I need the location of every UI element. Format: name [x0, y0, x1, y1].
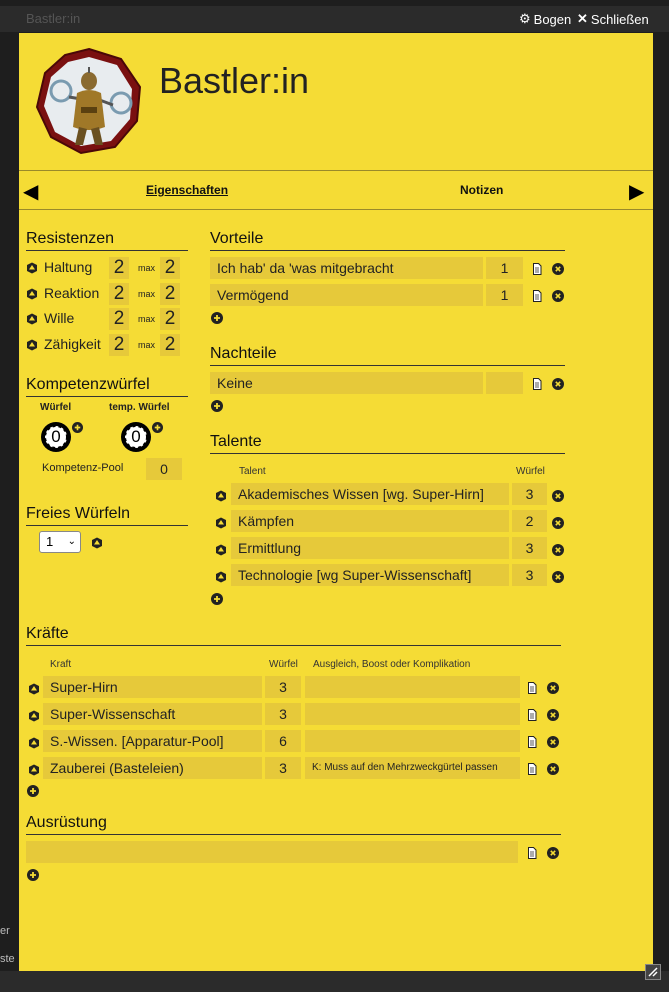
- delete-icon[interactable]: [547, 846, 559, 864]
- roll-dice-icon[interactable]: [28, 763, 40, 781]
- power-name[interactable]: Zauberei (Basteleien): [43, 757, 262, 779]
- avatar[interactable]: [35, 47, 143, 160]
- power-value[interactable]: 6: [265, 730, 301, 752]
- background-bottom-bar: [0, 971, 669, 992]
- section-title-disadvantages: Nachteile: [210, 345, 565, 366]
- add-talent-icon[interactable]: [211, 592, 223, 610]
- roll-dice-icon[interactable]: [26, 338, 38, 356]
- delete-icon[interactable]: [547, 762, 559, 780]
- sheet-button-label: Bogen: [533, 11, 572, 27]
- power-balance-note[interactable]: K: Muss auf den Mehrzweckgürtel passen: [305, 757, 520, 779]
- advantage-name[interactable]: Vermögend: [210, 284, 483, 306]
- competence-temp-counter[interactable]: [120, 421, 152, 458]
- roll-dice-icon[interactable]: [91, 536, 103, 554]
- delete-icon[interactable]: [552, 570, 564, 588]
- add-equipment-icon[interactable]: [27, 868, 39, 886]
- power-name[interactable]: S.-Wissen. [Apparatur-Pool]: [43, 730, 262, 752]
- talent-name[interactable]: Technologie [wg Super-Wissenschaft]: [231, 564, 509, 586]
- resistance-max-value[interactable]: 2: [160, 334, 180, 356]
- power-balance-col-header: Ausgleich, Boost oder Komplikation: [313, 659, 471, 670]
- dialog-ghost-title: Bastler:in: [26, 11, 81, 26]
- chevron-down-icon: ⌄: [67, 536, 76, 547]
- delete-icon[interactable]: [552, 489, 564, 507]
- resistance-label: Reaktion: [44, 284, 100, 301]
- close-button[interactable]: [577, 11, 649, 27]
- delete-icon[interactable]: [547, 681, 559, 699]
- tab-notizen[interactable]: Notizen: [460, 183, 504, 197]
- add-disadvantage-icon[interactable]: [211, 399, 223, 417]
- document-icon[interactable]: [526, 846, 538, 864]
- talent-col-header: Talent: [239, 466, 266, 477]
- prev-tab-arrow-icon[interactable]: ◀: [23, 181, 39, 203]
- roll-dice-icon[interactable]: [28, 682, 40, 700]
- section-title-powers: Kräfte: [26, 625, 561, 646]
- competence-dice-value: 0: [51, 427, 61, 446]
- power-value[interactable]: 3: [265, 676, 301, 698]
- sidebar-fragment: ste: [0, 953, 15, 965]
- resistance-value[interactable]: 2: [109, 283, 129, 305]
- resistance-max-label: max: [138, 263, 156, 273]
- talent-value[interactable]: 2: [512, 510, 547, 532]
- page-title: Bastler:in: [159, 60, 310, 101]
- document-icon[interactable]: [526, 708, 538, 726]
- competence-temp-value: 0: [131, 427, 141, 446]
- talent-value[interactable]: 3: [512, 483, 547, 505]
- sheet-header: [19, 33, 653, 170]
- resistance-label: Haltung: [44, 259, 93, 275]
- talent-value[interactable]: 3: [512, 564, 547, 586]
- sidebar-fragment: er: [0, 925, 10, 937]
- roll-dice-icon[interactable]: [26, 312, 38, 330]
- section-title-equipment: Ausrüstung: [26, 814, 561, 835]
- delete-icon[interactable]: [552, 543, 564, 561]
- section-title-resistances: Resistenzen: [26, 230, 188, 251]
- document-icon[interactable]: [526, 735, 538, 753]
- roll-dice-icon[interactable]: [28, 709, 40, 727]
- add-power-icon[interactable]: [27, 784, 39, 802]
- sheet-button[interactable]: [519, 11, 571, 27]
- delete-icon[interactable]: [552, 516, 564, 534]
- delete-icon[interactable]: [547, 708, 559, 726]
- roll-dice-icon[interactable]: [215, 570, 227, 588]
- power-balance-note[interactable]: [305, 730, 520, 752]
- delete-icon[interactable]: [552, 262, 564, 280]
- close-button-label: Schließen: [590, 11, 649, 27]
- power-dice-col-header: Würfel: [269, 659, 298, 670]
- free-roll-selected-value: 1: [46, 534, 54, 549]
- resistance-max-label: max: [138, 340, 156, 351]
- power-value[interactable]: 3: [265, 703, 301, 725]
- roll-dice-icon[interactable]: [26, 287, 38, 305]
- close-icon: ✕: [577, 11, 588, 26]
- next-tab-arrow-icon[interactable]: ▶: [629, 181, 645, 203]
- section-title-competence: Kompetenzwürfel: [26, 376, 188, 397]
- resistance-value[interactable]: 2: [109, 257, 129, 279]
- roll-dice-icon[interactable]: [215, 516, 227, 534]
- competence-dice-counter[interactable]: [40, 421, 72, 458]
- roll-dice-icon[interactable]: [215, 543, 227, 561]
- power-value[interactable]: 3: [265, 757, 301, 779]
- talent-name[interactable]: Kämpfen: [231, 510, 509, 532]
- document-icon[interactable]: [531, 262, 543, 280]
- advantage-value[interactable]: 1: [486, 257, 523, 279]
- free-roll-select[interactable]: [39, 531, 81, 553]
- advantage-name[interactable]: Ich hab' da 'was mitgebracht: [210, 257, 483, 279]
- add-icon[interactable]: [152, 420, 163, 438]
- gear-icon: ⚙: [519, 11, 531, 26]
- power-name[interactable]: Super-Wissenschaft: [43, 703, 262, 725]
- add-advantage-icon[interactable]: [211, 311, 223, 329]
- disadvantage-name[interactable]: Keine: [210, 372, 483, 394]
- section-title-talents: Talente: [210, 433, 565, 454]
- character-sheet: [19, 33, 653, 971]
- competence-pool-label: Kompetenz-Pool: [42, 462, 124, 474]
- advantage-value[interactable]: 1: [486, 284, 523, 306]
- add-icon[interactable]: [72, 420, 83, 438]
- roll-dice-icon[interactable]: [26, 261, 38, 279]
- document-icon[interactable]: [531, 289, 543, 307]
- delete-icon[interactable]: [547, 735, 559, 753]
- tab-eigenschaften[interactable]: Eigenschaften: [146, 183, 229, 197]
- competence-temp-label: temp. Würfel: [109, 402, 170, 413]
- competence-pool-value[interactable]: 0: [146, 458, 182, 480]
- tab-navigation: [19, 170, 653, 210]
- resistance-max-value[interactable]: 2: [160, 257, 180, 279]
- power-balance-note[interactable]: [305, 676, 520, 698]
- equipment-name[interactable]: [26, 841, 518, 863]
- document-icon[interactable]: [526, 762, 538, 780]
- talent-name[interactable]: Ermittlung: [231, 537, 509, 559]
- talent-name[interactable]: Akademisches Wissen [wg. Super-Hirn]: [231, 483, 509, 505]
- competence-dice-label: Würfel: [40, 402, 72, 413]
- resize-handle-icon[interactable]: [645, 964, 661, 980]
- resistance-max-value[interactable]: 2: [160, 283, 180, 305]
- resistance-max-label: max: [138, 288, 156, 299]
- document-icon[interactable]: [526, 681, 538, 699]
- resistance-label: Wille: [44, 310, 75, 327]
- section-title-free-roll: Freies Würfeln: [26, 505, 188, 526]
- resistance-value[interactable]: 2: [109, 308, 129, 330]
- delete-icon[interactable]: [552, 289, 564, 307]
- talent-dice-col-header: Würfel: [516, 466, 545, 477]
- power-balance-note[interactable]: [305, 703, 520, 725]
- resistance-max-value[interactable]: 2: [160, 308, 180, 330]
- section-title-advantages: Vorteile: [210, 230, 565, 251]
- roll-dice-icon[interactable]: [28, 736, 40, 754]
- delete-icon[interactable]: [552, 377, 564, 395]
- document-icon[interactable]: [531, 377, 543, 395]
- resistance-value[interactable]: 2: [109, 334, 129, 356]
- disadvantage-value[interactable]: [486, 372, 523, 394]
- resistance-label: Zähigkeit: [44, 336, 101, 353]
- talent-value[interactable]: 3: [512, 537, 547, 559]
- resistance-max-label: max: [138, 314, 156, 325]
- roll-dice-icon[interactable]: [215, 489, 227, 507]
- power-col-header: Kraft: [50, 659, 72, 670]
- power-name[interactable]: Super-Hirn: [43, 676, 262, 698]
